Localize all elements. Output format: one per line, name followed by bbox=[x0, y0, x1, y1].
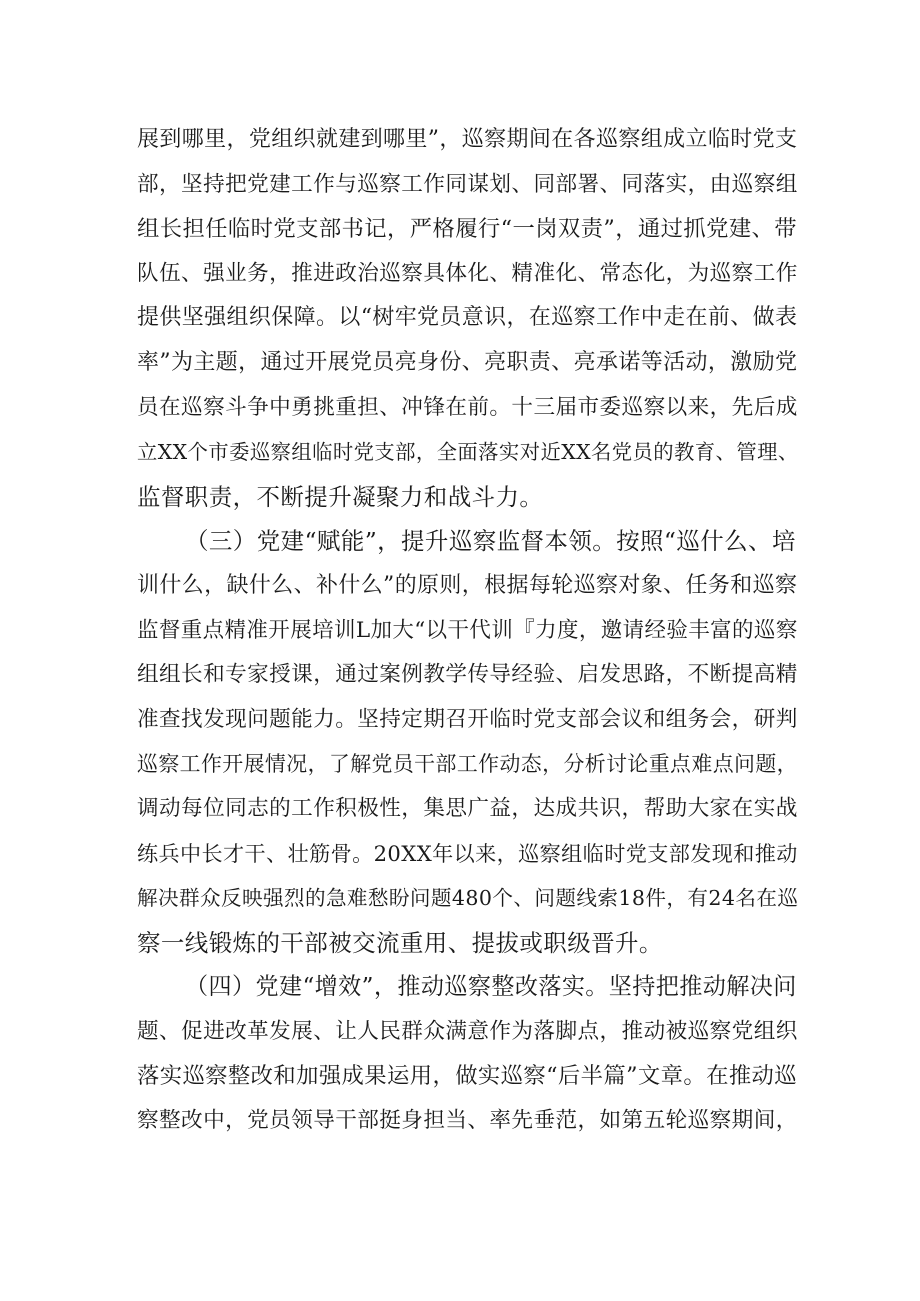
paragraph-empowerment bbox=[137, 519, 797, 965]
text-line: 调动每位同志的工作积极性，集思广益，达成共识，帮助大家在实战 bbox=[137, 795, 798, 821]
paragraph-heading-line: （四）党建“增效”，推动巡察整改落实。坚持把推动解决问 bbox=[185, 974, 797, 1001]
text-line: 提供坚强组织保障。以“树牢党员意识，在巡察工作中走在前、做表 bbox=[137, 305, 798, 331]
text-line: 组长担任临时党支部书记，严格履行“一岗双责”，通过抓党建、带 bbox=[137, 216, 798, 243]
document-body bbox=[137, 118, 797, 1144]
text-line: 练兵中长才干、壮筋骨。20XX年以来，巡察组临时党支部发现和推动 bbox=[137, 840, 798, 866]
text-line: 展到哪里，党组织就建到哪里”，巡察期间在各巡察组成立临时党支 bbox=[137, 127, 798, 152]
text-line: 组组长和专家授课，通过案例教学传导经验、启发思路，不断提高精 bbox=[137, 662, 798, 688]
text-line: 落实巡察整改和加强成果运用，做实巡察“后半篇”文章。在推动巡 bbox=[137, 1063, 798, 1090]
text-line: 巡察工作开展情况，了解党员干部工作动态，分析讨论重点难点问题， bbox=[137, 752, 798, 777]
text-line: 察一线锻炼的干部被交流重用、提拔或职级晋升。 bbox=[137, 928, 663, 957]
text-line: 监督职责，不断提升凝聚力和战斗力。 bbox=[137, 482, 544, 511]
text-line: 部，坚持把党建工作与巡察工作同谋划、同部署、同落实，由巡察组 bbox=[137, 171, 798, 197]
text-line: 训什么，缺什么、补什么”的原则，根据每轮巡察对象、任务和巡察 bbox=[137, 572, 798, 598]
text-line: 监督重点精准开展培训L加大“以干代训『力度，邀请经验丰富的巡察 bbox=[137, 617, 798, 643]
text-line: 率”为主题，通过开展党员亮身份、亮职责、亮承诺等活动，激励党 bbox=[137, 349, 798, 375]
text-line: 察整改中，党员领导干部挺身担当、率先垂范，如第五轮巡察期间， bbox=[137, 1108, 798, 1134]
paragraph-effectiveness bbox=[137, 965, 797, 1143]
text-line: 立XX个市委巡察组临时党支部，全面落实对近XX名党员的教育、管理、 bbox=[137, 440, 799, 465]
text-line: 题、促进改革发展、让人民群众满意作为落脚点，推动被巡察党组织 bbox=[137, 1018, 798, 1044]
text-line: 队伍、强业务，推进政治巡察具体化、精准化、常态化，为巡察工作 bbox=[137, 260, 798, 286]
paragraph-party-organization bbox=[137, 118, 797, 519]
text-line: 准查找发现问题能力。坚持定期召开临时党支部会议和组务会，研判 bbox=[137, 706, 798, 732]
text-line: 员在巡察斗争中勇挑重担、冲锋在前。十三届市委巡察以来，先后成 bbox=[137, 394, 798, 420]
paragraph-heading-line: （三）党建“赋能”，提升巡察监督本领。按照“巡什么、培 bbox=[185, 527, 796, 556]
text-line: 解决群众反映强烈的急难愁盼问题480个、问题线索18件，有24名在巡 bbox=[137, 886, 799, 911]
